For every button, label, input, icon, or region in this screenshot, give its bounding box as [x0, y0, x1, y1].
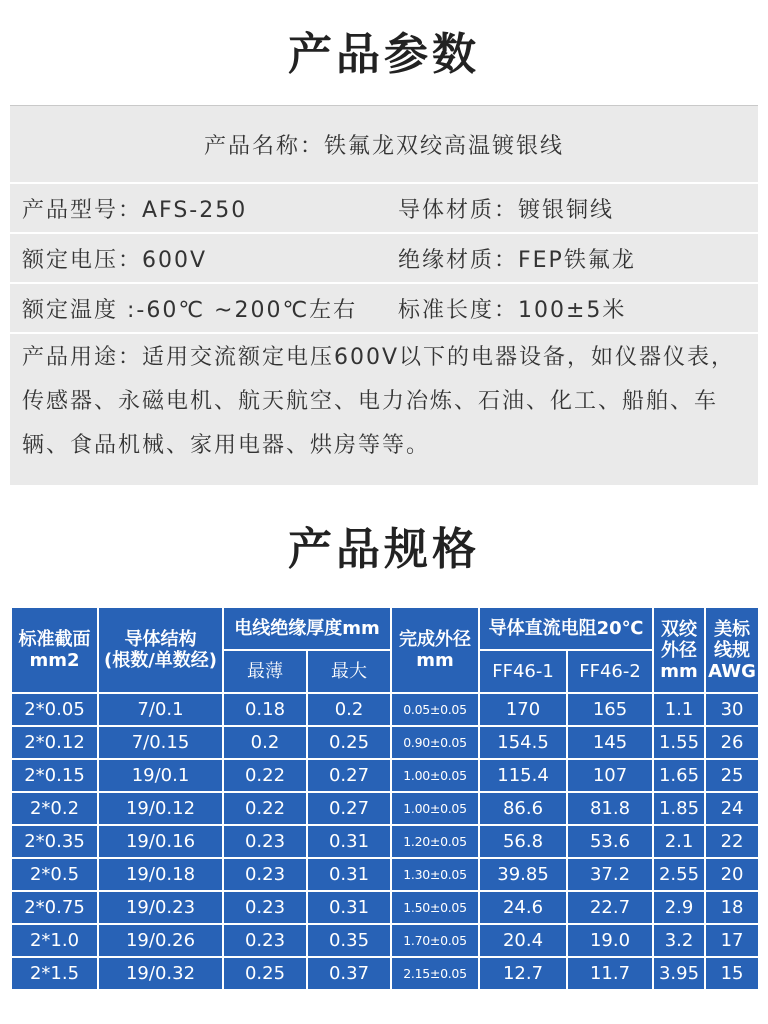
cell-insulation-min: 0.23 — [223, 924, 307, 957]
cell-cross-section: 2*0.05 — [11, 693, 98, 726]
cell-resistance-ff46-2: 53.6 — [567, 825, 653, 858]
cell-outer-diameter: 2.15±0.05 — [391, 957, 479, 990]
cell-twisted-od: 2.9 — [653, 891, 705, 924]
spec-row — [11, 891, 759, 924]
cell-conductor: 7/0.15 — [98, 726, 223, 759]
cell-awg: 17 — [705, 924, 759, 957]
spec-row — [11, 858, 759, 891]
header-label: 线规 — [714, 639, 751, 661]
cell-insulation-min: 0.2 — [223, 726, 307, 759]
header-unit: AWG — [708, 660, 756, 682]
cell-outer-diameter: 1.70±0.05 — [391, 924, 479, 957]
cell-conductor: 7/0.1 — [98, 693, 223, 726]
product-name-row — [10, 106, 758, 182]
header-label: 美标 — [714, 618, 751, 640]
header-label: 完成外径 — [399, 629, 472, 650]
cell-resistance-ff46-1: 154.5 — [479, 726, 567, 759]
cell-outer-diameter: 0.05±0.05 — [391, 693, 479, 726]
cell-conductor: 19/0.18 — [98, 858, 223, 891]
cell-resistance-ff46-2: 11.7 — [567, 957, 653, 990]
cell-resistance-ff46-1: 39.85 — [479, 858, 567, 891]
cell-insulation-max: 0.31 — [307, 825, 391, 858]
cell-twisted-od: 1.55 — [653, 726, 705, 759]
header-conductor — [98, 607, 223, 693]
spec-row — [11, 825, 759, 858]
cell-resistance-ff46-1: 20.4 — [479, 924, 567, 957]
cell-twisted-od: 1.65 — [653, 759, 705, 792]
rated-temperature: 额定温度 :-60℃ ~200℃左右 — [22, 297, 358, 323]
cell-awg: 15 — [705, 957, 759, 990]
header-resistance: 导体直流电阻20℃ — [479, 607, 653, 650]
cell-insulation-min: 0.18 — [223, 693, 307, 726]
header-label: 双绞 — [661, 618, 698, 640]
cell-insulation-min: 0.22 — [223, 759, 307, 792]
cell-resistance-ff46-2: 22.7 — [567, 891, 653, 924]
cell-cross-section: 2*0.15 — [11, 759, 98, 792]
params-row — [10, 182, 758, 232]
header-resistance-ff46-2: FF46-2 — [567, 650, 653, 693]
cell-conductor: 19/0.32 — [98, 957, 223, 990]
header-unit: mm — [416, 650, 454, 671]
cell-resistance-ff46-2: 107 — [567, 759, 653, 792]
cell-awg: 22 — [705, 825, 759, 858]
cell-twisted-od: 3.2 — [653, 924, 705, 957]
header-insulation-min: 最薄 — [223, 650, 307, 693]
cell-insulation-max: 0.35 — [307, 924, 391, 957]
spec-row — [11, 924, 759, 957]
header-label: 标准截面 — [18, 629, 91, 650]
cell-cross-section: 2*0.12 — [11, 726, 98, 759]
header-resistance-ff46-1: FF46-1 — [479, 650, 567, 693]
cell-resistance-ff46-1: 170 — [479, 693, 567, 726]
cell-resistance-ff46-2: 19.0 — [567, 924, 653, 957]
header-insulation: 电线绝缘厚度mm — [223, 607, 391, 650]
product-usage — [10, 332, 758, 468]
cell-resistance-ff46-2: 81.8 — [567, 792, 653, 825]
cell-insulation-max: 0.31 — [307, 858, 391, 891]
standard-length: 标准长度：100±5米 — [398, 297, 627, 323]
header-twisted-od — [653, 607, 705, 693]
spec-table — [10, 606, 760, 991]
cell-outer-diameter: 1.00±0.05 — [391, 759, 479, 792]
cell-insulation-min: 0.23 — [223, 825, 307, 858]
insulation-material: 绝缘材质：FEP铁氟龙 — [398, 247, 636, 273]
usage-line: 产品用途：适用交流额定电压600V以下的电器设备，如仪器仪表， — [22, 345, 736, 370]
params-row — [10, 282, 758, 332]
spec-row — [11, 792, 759, 825]
cell-insulation-min: 0.23 — [223, 891, 307, 924]
cell-conductor: 19/0.23 — [98, 891, 223, 924]
cell-cross-section: 2*0.2 — [11, 792, 98, 825]
cell-conductor: 19/0.16 — [98, 825, 223, 858]
spec-row — [11, 726, 759, 759]
cell-insulation-min: 0.25 — [223, 957, 307, 990]
cell-cross-section: 2*1.0 — [11, 924, 98, 957]
rated-voltage: 额定电压：600V — [22, 247, 208, 273]
cell-resistance-ff46-2: 37.2 — [567, 858, 653, 891]
header-label: 外径 — [661, 639, 698, 661]
usage-line: 传感器、永磁电机、航天航空、电力冶炼、石油、化工、船舶、车 — [22, 389, 719, 414]
cell-outer-diameter: 0.90±0.05 — [391, 726, 479, 759]
cell-insulation-min: 0.23 — [223, 858, 307, 891]
header-row — [11, 607, 759, 650]
params-title: 产品参数 — [288, 29, 480, 80]
cell-resistance-ff46-1: 24.6 — [479, 891, 567, 924]
cell-resistance-ff46-1: 86.6 — [479, 792, 567, 825]
cell-conductor: 19/0.12 — [98, 792, 223, 825]
cell-conductor: 19/0.1 — [98, 759, 223, 792]
cell-twisted-od: 2.55 — [653, 858, 705, 891]
cell-insulation-max: 0.27 — [307, 792, 391, 825]
cell-insulation-max: 0.31 — [307, 891, 391, 924]
spec-row — [11, 957, 759, 990]
header-cross-section — [11, 607, 98, 693]
cell-twisted-od: 1.1 — [653, 693, 705, 726]
spec-row — [11, 759, 759, 792]
header-unit: mm — [660, 660, 698, 682]
cell-cross-section: 2*0.75 — [11, 891, 98, 924]
product-name: 产品名称：铁氟龙双绞高温镀银线 — [203, 133, 564, 159]
spec-row — [11, 693, 759, 726]
header-insulation-max: 最大 — [307, 650, 391, 693]
cell-resistance-ff46-1: 56.8 — [479, 825, 567, 858]
header-outer-diameter — [391, 607, 479, 693]
cell-insulation-min: 0.22 — [223, 792, 307, 825]
usage-line: 辆、食品机械、家用电器、烘房等等。 — [22, 433, 431, 458]
params-row — [10, 232, 758, 282]
cell-awg: 26 — [705, 726, 759, 759]
conductor-material: 导体材质：镀银铜线 — [398, 197, 615, 223]
cell-outer-diameter: 1.00±0.05 — [391, 792, 479, 825]
cell-twisted-od: 2.1 — [653, 825, 705, 858]
cell-twisted-od: 1.85 — [653, 792, 705, 825]
cell-awg: 25 — [705, 759, 759, 792]
specs-title: 产品规格 — [288, 524, 480, 575]
header-unit: mm2 — [29, 650, 80, 671]
product-model: 产品型号：AFS-250 — [22, 197, 248, 223]
cell-cross-section: 2*0.35 — [11, 825, 98, 858]
cell-resistance-ff46-1: 12.7 — [479, 957, 567, 990]
cell-outer-diameter: 1.50±0.05 — [391, 891, 479, 924]
params-panel — [10, 105, 758, 485]
cell-awg: 18 — [705, 891, 759, 924]
cell-outer-diameter: 1.20±0.05 — [391, 825, 479, 858]
cell-insulation-max: 0.25 — [307, 726, 391, 759]
cell-resistance-ff46-1: 115.4 — [479, 759, 567, 792]
cell-cross-section: 2*1.5 — [11, 957, 98, 990]
cell-conductor: 19/0.26 — [98, 924, 223, 957]
cell-cross-section: 2*0.5 — [11, 858, 98, 891]
cell-resistance-ff46-2: 165 — [567, 693, 653, 726]
cell-outer-diameter: 1.30±0.05 — [391, 858, 479, 891]
cell-resistance-ff46-2: 145 — [567, 726, 653, 759]
cell-twisted-od: 3.95 — [653, 957, 705, 990]
header-label: 导体结构 — [124, 629, 197, 650]
cell-insulation-max: 0.27 — [307, 759, 391, 792]
cell-insulation-max: 0.37 — [307, 957, 391, 990]
header-unit: (根数/单数经) — [103, 650, 218, 671]
cell-insulation-max: 0.2 — [307, 693, 391, 726]
cell-awg: 20 — [705, 858, 759, 891]
cell-awg: 30 — [705, 693, 759, 726]
cell-awg: 24 — [705, 792, 759, 825]
header-awg — [705, 607, 759, 693]
